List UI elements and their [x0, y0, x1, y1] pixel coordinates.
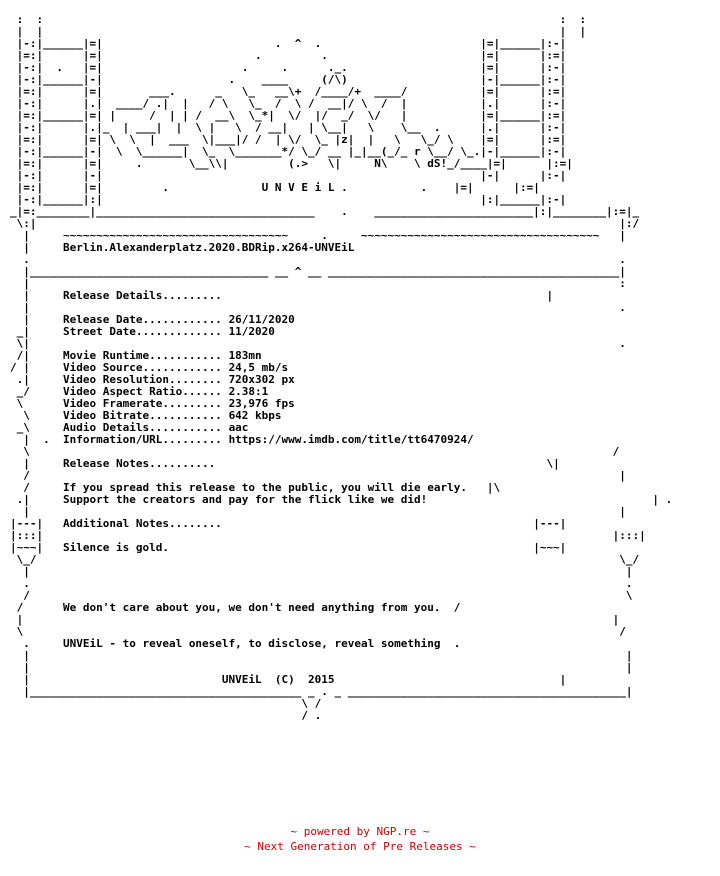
tagline-link[interactable]: ~ Next Generation of Pre Releases ~ — [244, 840, 476, 853]
powered-by-link[interactable]: ~ powered by NGP.re ~ — [290, 825, 430, 838]
video-bitrate-value: 642 kbps — [228, 409, 282, 422]
nfo-text: : : : : | | | | |-:|______|=| . ^ . |=|______|:-| |=:| |=| . . |=| |:=| |-:| . |=| . . ._. |=| |:-| |-:|______|-| . ____ (/\) |-|______|:-| |=:| |=| ___. _ \_ __\+ /____/+ ____/ |=| |:=| |-:| |.| ____/ .| | / \ \_ / \ / __|/ \ / | |.| |:-| |=:|______|=| | / | | / __\ \_*| \/ |/ _/ \/ | |=|______|:=| |-:| |.|_ | ___| | \ | \ / __| | \__| \ \__ . |.| |:-| |=:| |=| \ \ | ___ \|___|/ / | \/ \_ |z| | \ \_/ \ |=| |:=| |-:|______|-| \ \______| \_ \_______*/ \_/ __ |_|__(_/_ r \__/ \_.|-|______|:-| |=:| |=| . \__\\| (.> \| N\ \ dS!_/____|=| |:=| |-:| |-| |-| |:-| |=:| |=| . U N V E i L . . |=| |:=| |-:|______|:| |:|______|:-| _|=:________|_________________________________ . ________________________|:|________|:=|_ \:| |:/ | ~~~~~~~~~~~~~~~~~~~~~~~~~~~~~~~~~~ . ~~~~~~~~~~~~~~~~~~~~~~~~~~~~~~~~~~~~ | | Berlin.Alexanderplatz.2020.BDRip.x264-UNVEiL . . |____________________________________ __ ^ __ ____________________________________________| | : | Release Details......... | | . | Release Date............ 26/11/2020 _| Street Date............. 11/2020 \| . /| Movie Runtime........... 183mn / | Video Source............ 24,5 mb/s .| Video Resolution........ 720x302 px _/ Video Aspect Ratio...... 2.38:1 \ Video Framerate......... 23,976 fps \ Video Bitrate........... 642 kbps _\ Audio Details........... aac | . Information/URL......... https://www.imdb.com/title/tt6470924/ \ / | Release Notes.......... \| / | / If you spread this release to the public, you will die early. |\ .| Support the creators and pay for the flick like we did! | . | | |---| Additional Notes........ |---| |:::| |:::| |~~~| Silence is gold. |~~~| \_/ \_/ | | . . / \ / We don't care about you, we don't need anything from you. / | | \ / . UNVEiL - to reveal oneself, to disclose, reveal something . | | | | | UNVEiL (C) 2015 | |_________________________________________ _ . _ __________________________________________| \ / / . — [10, 13, 673, 722]
release-notes-heading: Release Notes.......... — [62, 457, 216, 470]
audio-details-value: aac — [228, 421, 249, 434]
additional-notes-heading: Additional Notes........ — [62, 517, 222, 530]
additional-notes-text: Silence is gold. — [62, 541, 169, 554]
footer — [0, 824, 720, 854]
definition-text: UNVEiL - to reveal oneself, to disclose, reveal something — [62, 637, 441, 650]
movie-runtime-value: 183mn — [228, 349, 262, 362]
street-date-value: 11/2020 — [228, 325, 275, 338]
copyright-text: UNVEiL (C) 2015 — [221, 673, 335, 686]
release-notes-line1: If you spread this release to the public, you will die early. — [62, 481, 467, 494]
video-aspect-ratio-value: 2.38:1 — [228, 385, 269, 398]
release-details-heading: Release Details......... — [62, 289, 222, 302]
release-name: Berlin.Alexanderplatz.2020.BDRip.x264-UNVEiL — [62, 241, 355, 254]
release-date-value: 26/11/2020 — [228, 313, 295, 326]
video-source-value: 24,5 mb/s — [228, 361, 289, 374]
info-url-link[interactable]: https://www.imdb.com/title/tt6470924/ — [228, 433, 474, 446]
video-framerate-value: 23,976 fps — [228, 397, 295, 410]
statement-text: We don't care about you, we don't need anything from you. — [62, 601, 441, 614]
release-notes-line2: Support the creators and pay for the flick like we did! — [62, 493, 428, 506]
video-resolution-value: 720x302 px — [228, 373, 295, 386]
